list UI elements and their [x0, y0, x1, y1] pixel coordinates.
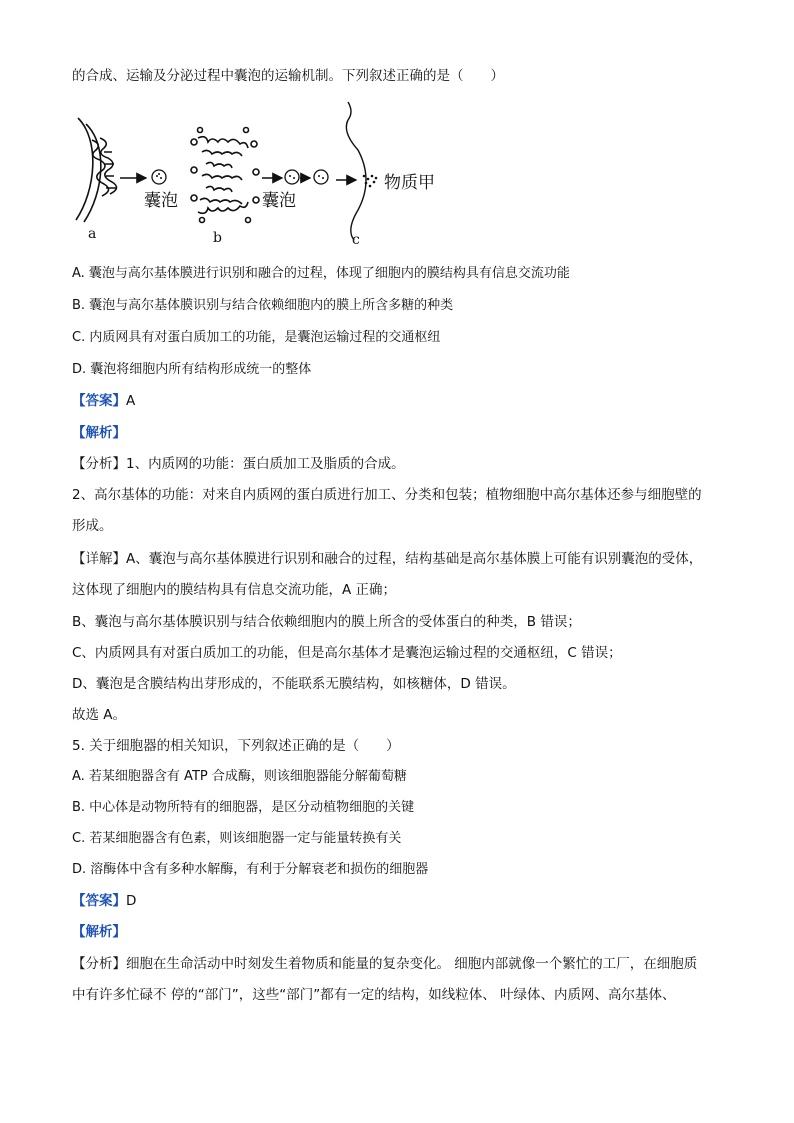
- vesicle-2-dot: [289, 175, 291, 177]
- q4-answer-line: [72, 391, 732, 411]
- vesicle-3-drawing: [314, 170, 328, 184]
- q4-xiangjie-line-3: B、囊泡与高尔基体膜识别与结合依赖细胞内的膜上所含的受体蛋白的种类，B 错误；: [72, 614, 581, 630]
- cell-membrane-drawing: [346, 102, 366, 240]
- q4-option-b: B. 囊泡与高尔基体膜识别与结合依赖细胞内的膜上所含多糖的种类: [72, 298, 454, 313]
- label-vesicle-2: 囊泡: [262, 191, 296, 211]
- q5-option-b: B. 中心体是动物所特有的细胞器，是区分动植物细胞的关键: [72, 800, 415, 815]
- q4-fenxi-line-2: 2、高尔基体的功能：对来自内质网的蛋白质进行加工、分类和包装；植物细胞中高尔基体还参与细胞壁的: [72, 487, 702, 503]
- q4-option-d: D. 囊泡将细胞内所有结构形成统一的整体: [72, 362, 312, 377]
- answer-tag: 【答案】: [72, 393, 126, 409]
- vesicle-3-dot: [318, 175, 320, 177]
- golgi-apparatus-drawing: [191, 128, 259, 223]
- q4-xiangjie-line-2: 这体现了细胞内的膜结构具有信息交流功能，A 正确；: [72, 582, 397, 598]
- label-c: c: [352, 232, 360, 248]
- q5-answer-line: [72, 891, 732, 911]
- label-b: b: [213, 230, 222, 246]
- label-a: a: [88, 226, 97, 242]
- xiangjie-tag: 【详解】: [72, 551, 126, 567]
- xiangjie-text: A、囊泡与高尔基体膜进行识别和融合的过程，结构基础是高尔基体膜上可能有识别囊泡的受体，: [126, 551, 703, 567]
- vesicle-1-dot: [156, 175, 158, 177]
- vesicle-2-dot: [293, 177, 295, 179]
- q4-xiangjie-line-4: C、内质网具有对蛋白质加工的功能，但是高尔基体才是囊泡运输过程的交通枢纽，C 错误；: [72, 645, 622, 661]
- q4-xiangjie-line-1: [72, 549, 732, 569]
- fenxi-tag: 【分析】: [72, 956, 126, 972]
- q4-analysis-line: [72, 423, 732, 443]
- q5-analysis-line: [72, 922, 732, 942]
- q4-conclusion: 故选 A。: [72, 707, 127, 723]
- q5-stem: 5. 关于细胞器的相关知识，下列叙述正确的是（ ）: [72, 738, 400, 754]
- q5-option-a: A. 若某细胞器含有 ATP 合成酶，则该细胞器能分解葡萄糖: [72, 769, 407, 784]
- answer-tag: 【答案】: [72, 893, 126, 909]
- fenxi-text: 细胞在生命活动中时刻发生着物质和能量的复杂变化。 细胞内部就像一个繁忙的工厂，在细胞质: [126, 956, 698, 972]
- q4-xiangjie-line-5: D、囊泡是含膜结构出芽形成的，不能联系无膜结构，如核糖体，D 错误。: [72, 676, 516, 692]
- vesicle-1-dot: [160, 177, 162, 179]
- answer-value: D: [126, 893, 137, 909]
- answer-value: A: [126, 393, 136, 409]
- fenxi-tag: 【分析】: [72, 456, 126, 472]
- question-intro-line: 的合成、运输及分泌过程中囊泡的运输机制。下列叙述正确的是（ ）: [72, 68, 504, 84]
- q4-option-a: A. 囊泡与高尔基体膜进行识别和融合的过程，体现了细胞内的膜结构具有信息交流功能: [72, 266, 570, 281]
- analysis-tag: 【解析】: [72, 924, 126, 940]
- fenxi-text: 1、内质网的功能：蛋白质加工及脂质的合成。: [126, 456, 405, 472]
- q4-option-c: C. 内质网具有对蛋白质加工的功能，是囊泡运输过程的交通枢纽: [72, 330, 441, 345]
- vesicle-2-drawing: [285, 170, 299, 184]
- label-product: 物质甲: [384, 173, 435, 193]
- q5-fenxi-line-1: [72, 954, 732, 974]
- q5-option-d: D. 溶酶体中含有多种水解酶，有利于分解衰老和损伤的细胞器: [72, 862, 429, 877]
- q5-fenxi-line-2: 中有许多忙碌不 停的“部门”，这些“部门”都有一定的结构，如线粒体、 叶绿体、内质网、高尔基体、: [72, 987, 676, 1003]
- vesicle-1-drawing: [152, 170, 166, 184]
- secreted-particles: [363, 175, 378, 188]
- q4-fenxi-line-1: [72, 454, 732, 474]
- vesicle-transport-figure: [70, 100, 450, 250]
- q5-option-c: C. 若某细胞器含有色素，则该细胞器一定与能量转换有关: [72, 831, 402, 846]
- endoplasmic-reticulum-drawing: [76, 118, 117, 222]
- analysis-tag: 【解析】: [72, 425, 126, 441]
- vesicle-1-dot: [158, 173, 160, 175]
- vesicle-3-dot: [322, 177, 324, 179]
- q4-fenxi-line-3: 形成。: [72, 518, 113, 534]
- label-vesicle-1: 囊泡: [144, 191, 178, 211]
